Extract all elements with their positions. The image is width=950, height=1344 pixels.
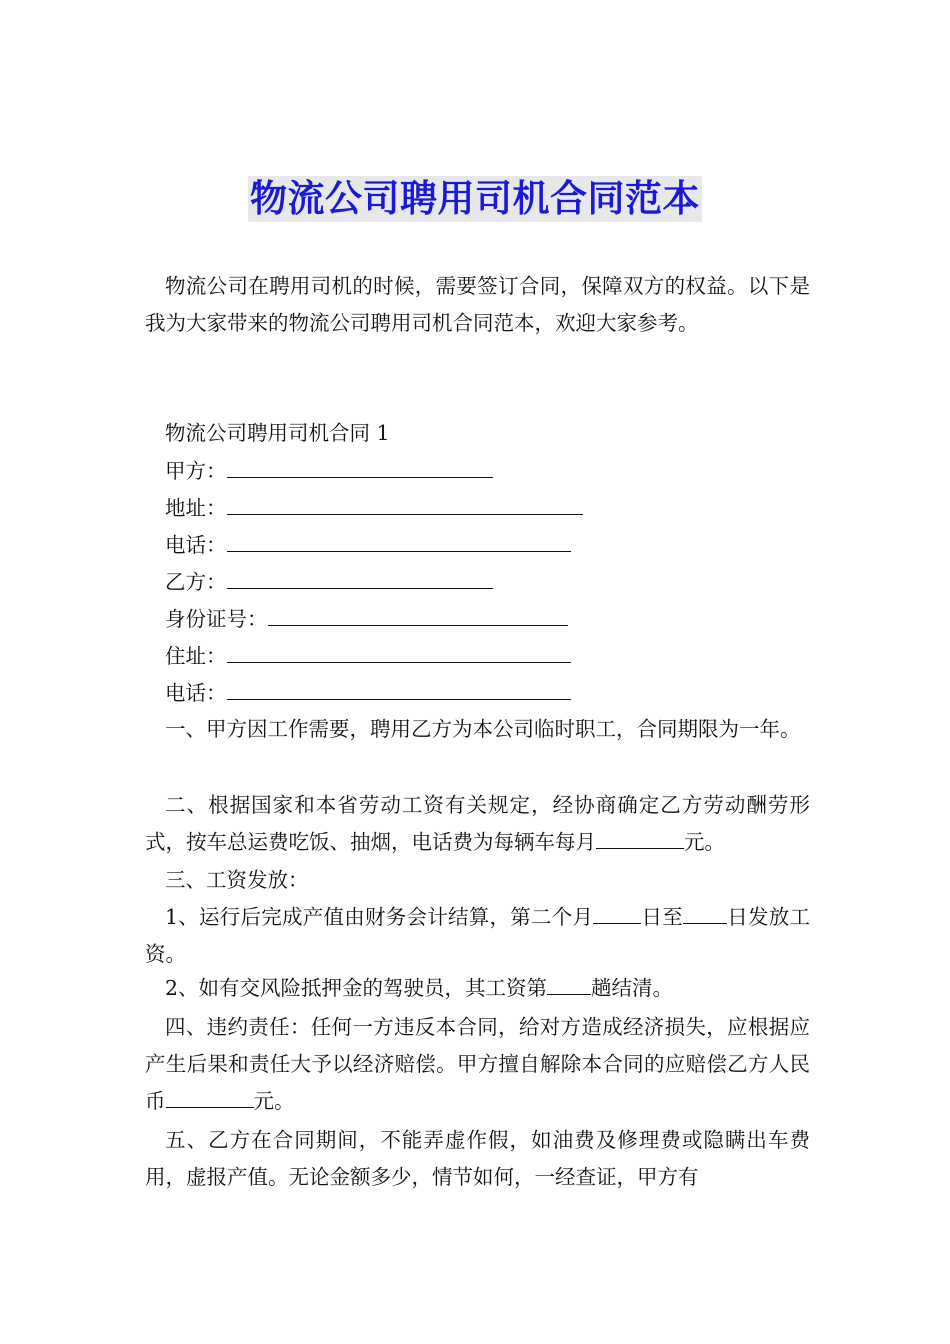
clause-4 — [145, 1009, 810, 1120]
field-party-a — [165, 455, 493, 486]
field-party-b-label: 乙方： — [165, 570, 227, 594]
field-address-blank[interactable] — [227, 492, 583, 515]
intro-paragraph — [145, 268, 810, 342]
clause-4-text-a: 四、违约责任：任何一方违反本合同，给对方造成经济损失，应根据应产生后果和责任大予以经济赔偿。甲方擅自解除本合同的应赔偿乙方人民币 — [145, 1015, 810, 1113]
clause-2-text-b: 元。 — [684, 830, 725, 854]
clause-2-text-a: 二、根据国家和本省劳动工资有关规定，经协商确定乙方劳动酬劳形式，按车总运费吃饭、抽烟，电话费为每辆车每月 — [145, 793, 810, 854]
title-wrapper — [0, 176, 950, 222]
field-party-b-blank[interactable] — [227, 566, 493, 589]
clause-3-1-end-blank[interactable] — [683, 903, 727, 924]
clause-3-1-text-c: 日发放工资。 — [145, 905, 811, 966]
field-address-label: 地址： — [165, 496, 227, 520]
clause-3-2 — [145, 970, 810, 1007]
field-party-a-label: 甲方： — [165, 459, 227, 483]
clause-3-1-text-b: 日至 — [641, 905, 684, 929]
clause-5-text: 五、乙方在合同期间，不能弄虚作假，如油费及修理费或隐瞒出车费用，虚报产值。无论金额多少，情节如何，一经查证，甲方有 — [145, 1128, 810, 1189]
clause-3-1 — [145, 899, 810, 973]
clause-3-1-text — [145, 899, 810, 973]
field-residence — [165, 640, 571, 671]
contract-heading-text: 物流公司聘用司机合同 1 — [165, 421, 390, 445]
field-residence-blank[interactable] — [227, 640, 571, 663]
field-phone-b-blank[interactable] — [227, 677, 571, 700]
clause-2-amount-blank[interactable] — [596, 828, 684, 849]
clause-3-1-text-a: 1、运行后完成产值由财务会计结算，第二个月 — [165, 905, 594, 929]
field-party-b — [165, 566, 493, 597]
field-phone-b — [165, 677, 571, 708]
document-title: 物流公司聘用司机合同范本 — [250, 177, 700, 220]
field-party-a-blank[interactable] — [227, 455, 493, 478]
clause-3-1-start-blank[interactable] — [593, 903, 641, 924]
field-id-number-blank[interactable] — [268, 603, 568, 626]
field-id-number — [165, 603, 568, 634]
intro-text: 物流公司在聘用司机的时候，需要签订合同，保障双方的权益。以下是我为大家带来的物流公司聘用司机合同范本，欢迎大家参考。 — [145, 274, 810, 335]
clause-4-text-b: 元。 — [253, 1089, 295, 1113]
clause-3-text: 三、工资发放： — [165, 868, 309, 892]
field-phone-a-label: 电话： — [165, 533, 227, 557]
field-phone-b-label: 电话： — [165, 681, 227, 705]
clause-5 — [145, 1122, 810, 1196]
clause-2 — [145, 787, 810, 861]
field-phone-a — [165, 529, 571, 560]
clause-3-2-trip-blank[interactable] — [547, 974, 591, 995]
clause-1-text: 一、甲方因工作需要，聘用乙方为本公司临时职工，合同期限为一年。 — [165, 717, 801, 741]
field-residence-label: 住址： — [165, 644, 227, 668]
clause-3-2-text-b: 趟结清。 — [591, 976, 674, 1000]
clause-3-2-text-a: 2、如有交风险抵押金的驾驶员，其工资第 — [165, 976, 548, 1000]
field-id-number-label: 身份证号： — [165, 607, 268, 631]
clause-3 — [145, 862, 810, 899]
field-address — [165, 492, 583, 523]
clause-2-text — [145, 787, 810, 861]
clause-4-amount-blank[interactable] — [166, 1087, 254, 1108]
field-phone-a-blank[interactable] — [227, 529, 571, 552]
clause-1 — [145, 711, 810, 748]
contract-heading — [165, 418, 390, 448]
clause-4-text — [145, 1009, 810, 1120]
clause-3-2-text — [145, 970, 810, 1007]
